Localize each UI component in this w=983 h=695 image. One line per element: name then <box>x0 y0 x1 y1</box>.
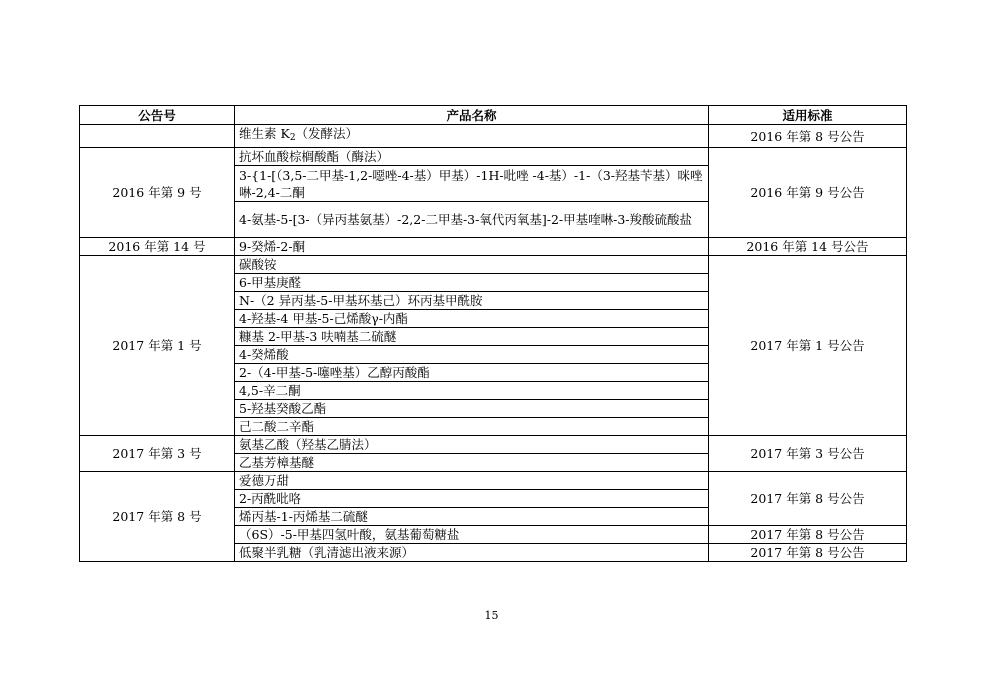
product-cell: N-（2 异丙基-5-甲基环基己）环丙基甲酰胺 <box>235 292 709 310</box>
product-text-tail: （发酵法） <box>295 126 359 141</box>
product-cell: 6-甲基庚醛 <box>235 274 709 292</box>
announcement-cell: 2016 年第 14 号 <box>80 238 235 256</box>
product-cell: 抗坏血酸棕榈酸酯（酶法） <box>235 148 709 166</box>
product-cell: 3-{1-[（3,5-二甲基-1,2-噁唑-4-基）甲基）-1H-吡唑 -4-基）-1-（3-羟基苄基）咪唑啉-2,4-二酮 <box>235 166 709 202</box>
product-cell: 氨基乙酸（羟基乙腈法） <box>235 436 709 454</box>
header-standard: 适用标准 <box>709 106 907 125</box>
product-cell: （6S）-5-甲基四氢叶酸，氨基葡萄糖盐 <box>235 526 709 544</box>
product-subscript: 2 <box>289 133 296 143</box>
standard-cell: 2017 年第 8 号公告 <box>709 472 907 526</box>
product-cell: 2-（4-甲基-5-噻唑基）乙醇丙酸酯 <box>235 364 709 382</box>
announcement-cell: 2016 年第 9 号 <box>80 148 235 238</box>
page-number: 15 <box>484 609 499 622</box>
table-row <box>80 148 907 166</box>
product-cell: 糠基 2-甲基-3 呋喃基二硫醚 <box>235 328 709 346</box>
product-cell: 己二酸二辛酯 <box>235 418 709 436</box>
product-cell: 9-癸烯-2-酮 <box>235 238 709 256</box>
announcement-cell <box>80 125 235 148</box>
product-cell: 烯丙基-1-丙烯基二硫醚 <box>235 508 709 526</box>
standard-cell: 2017 年第 8 号公告 <box>709 544 907 562</box>
product-cell: 4-癸烯酸 <box>235 346 709 364</box>
header-announcement: 公告号 <box>80 106 235 125</box>
product-text: 维生素 K <box>239 126 290 141</box>
product-cell: 4,5-辛二酮 <box>235 382 709 400</box>
table-row <box>80 472 907 490</box>
header-product-name: 产品名称 <box>235 106 709 125</box>
table-row <box>80 238 907 256</box>
product-cell <box>235 125 709 148</box>
announcement-cell: 2017 年第 3 号 <box>80 436 235 472</box>
product-cell: 乙基芳樟基醚 <box>235 454 709 472</box>
standard-cell: 2016 年第 9 号公告 <box>709 148 907 238</box>
table-row <box>80 256 907 274</box>
product-cell: 2-丙酰吡咯 <box>235 490 709 508</box>
standard-cell: 2017 年第 8 号公告 <box>709 526 907 544</box>
announcement-cell: 2017 年第 8 号 <box>80 472 235 562</box>
product-cell: 爱德万甜 <box>235 472 709 490</box>
standard-cell: 2016 年第 8 号公告 <box>709 125 907 148</box>
table-row <box>80 436 907 454</box>
additive-table <box>79 105 907 562</box>
standard-cell: 2016 年第 14 号公告 <box>709 238 907 256</box>
product-cell: 4-氨基-5-[3-（异丙基氨基）-2,2-二甲基-3-氧代丙氧基]-2-甲基喹啉-3-羧酸硫酸盐 <box>235 202 709 238</box>
product-cell: 5-羟基癸酸乙酯 <box>235 400 709 418</box>
table-row <box>80 125 907 148</box>
product-cell: 碳酸铵 <box>235 256 709 274</box>
product-cell: 4-羟基-4 甲基-5-己烯酸γ-内酯 <box>235 310 709 328</box>
standard-cell: 2017 年第 1 号公告 <box>709 256 907 436</box>
announcement-cell: 2017 年第 1 号 <box>80 256 235 436</box>
product-cell: 低聚半乳糖（乳清滤出液来源） <box>235 544 709 562</box>
standard-cell: 2017 年第 3 号公告 <box>709 436 907 472</box>
table-header-row <box>80 106 907 125</box>
